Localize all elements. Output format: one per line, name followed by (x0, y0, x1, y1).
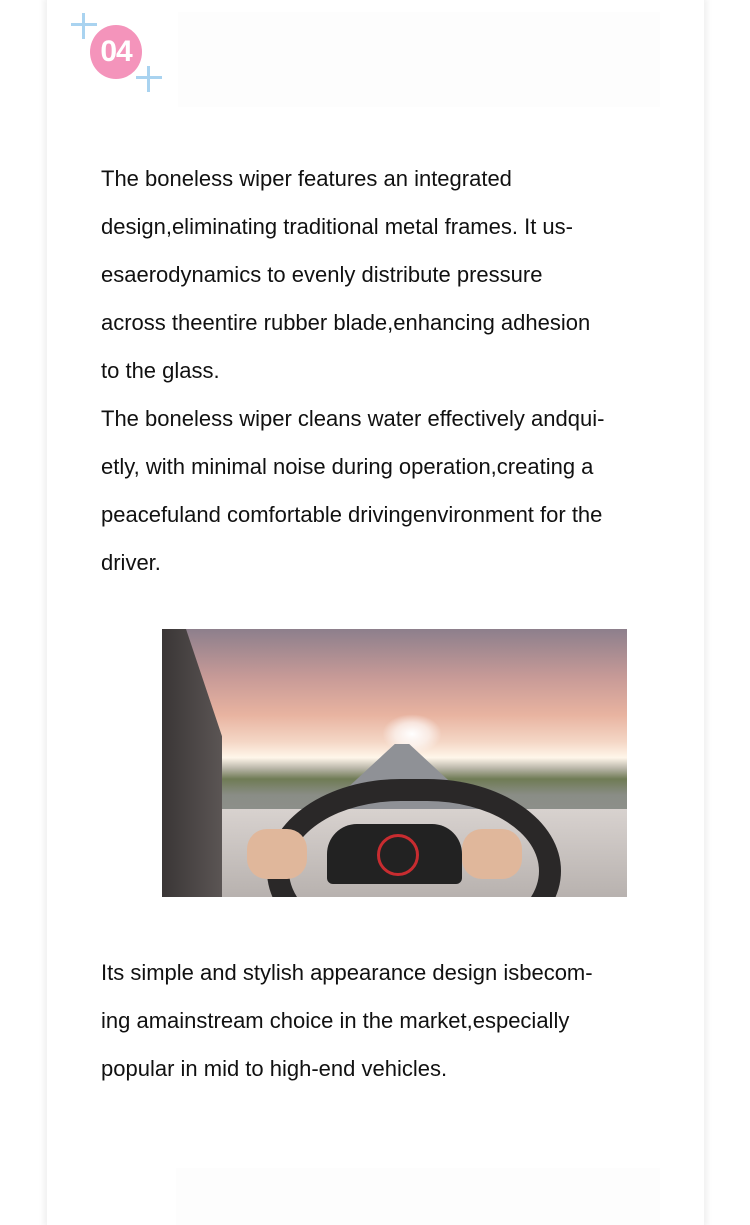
plus-decoration-icon (136, 66, 162, 92)
text-line: popular in mid to high-end vehicles. (101, 1056, 448, 1081)
footer-placeholder (176, 1168, 660, 1225)
paragraph-2 (101, 949, 593, 1093)
plus-decoration-icon (71, 13, 97, 39)
text-line: peacefuland comfortable drivingenvironment for the (101, 502, 603, 527)
text-line: esaerodynamics to evenly distribute pressure (101, 262, 543, 287)
text-line: Its simple and stylish appearance design isbecom- (101, 960, 593, 985)
left-hand (247, 829, 307, 879)
text-line: ing amainstream choice in the market,especially (101, 1008, 570, 1033)
text-line: to the glass. (101, 358, 220, 383)
text-line: etly, with minimal noise during operation,creating a (101, 454, 594, 479)
text-line: The boneless wiper cleans water effectively andqui- (101, 406, 605, 431)
paragraph-1 (101, 155, 604, 587)
driving-photo (162, 629, 627, 897)
text-line: The boneless wiper features an integrated (101, 166, 512, 191)
text-line: design,eliminating traditional metal frames. It us- (101, 214, 573, 239)
text-line: driver. (101, 550, 161, 575)
text-line: across theentire rubber blade,enhancing adhesion (101, 310, 591, 335)
right-hand (462, 829, 522, 879)
a-pillar (162, 629, 222, 897)
header-banner-placeholder (178, 12, 660, 107)
section-number-badge: 04 (90, 25, 142, 79)
